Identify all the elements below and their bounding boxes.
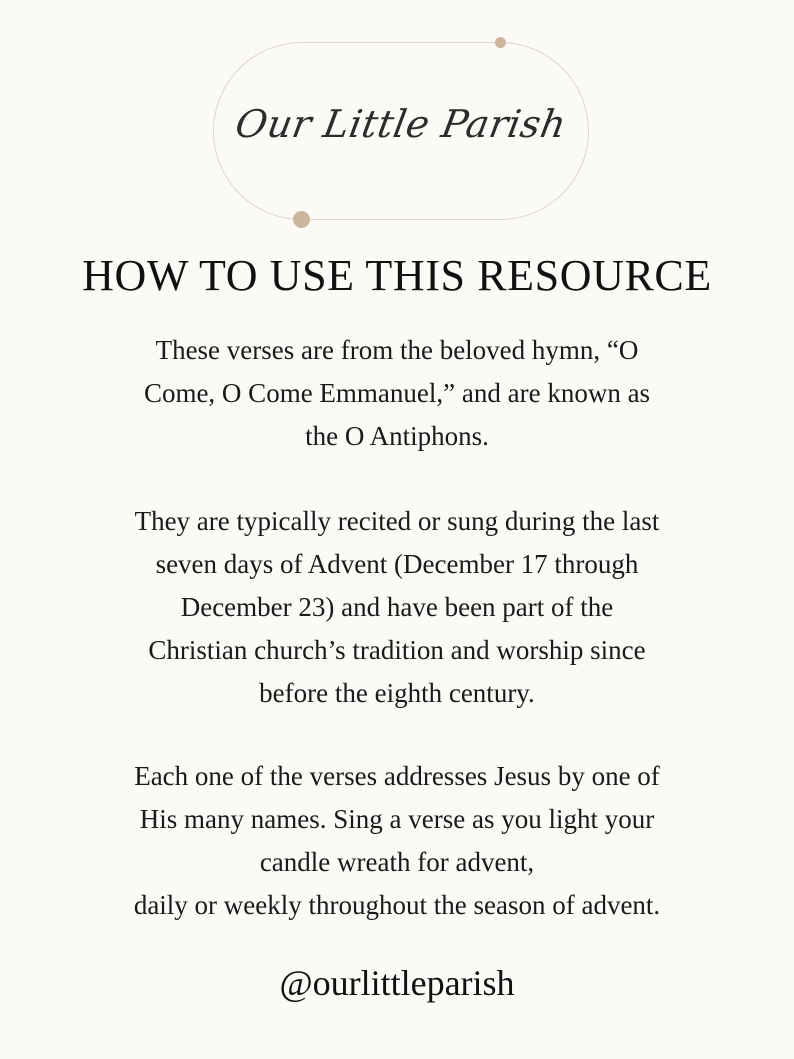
paragraph-intro bbox=[80, 329, 714, 458]
logo-dot-bottom bbox=[293, 211, 310, 228]
paragraph-line: Come, O Come Emmanuel,” and are known as bbox=[143, 378, 651, 408]
paragraph-line: the O Antiphons. bbox=[305, 421, 489, 451]
paragraph-history bbox=[80, 500, 714, 715]
logo bbox=[213, 42, 589, 220]
paragraph-line: Christian church’s tradition and worship since bbox=[148, 635, 646, 665]
page-title: HOW TO USE THIS RESOURCE bbox=[82, 251, 712, 300]
paragraph-line: candle wreath for advent, bbox=[259, 847, 535, 877]
paragraph-line: December 23) and have been part of the bbox=[180, 592, 614, 622]
paragraph-usage bbox=[80, 755, 714, 927]
paragraph-line: Each one of the verses addresses Jesus by one of bbox=[134, 761, 660, 791]
paragraph-line: seven days of Advent (December 17 through bbox=[155, 549, 639, 579]
paragraph-line: They are typically recited or sung during the last bbox=[134, 506, 660, 536]
logo-text: Our Little Parish bbox=[232, 102, 570, 146]
paragraph-line: daily or weekly throughout the season of advent. bbox=[133, 890, 661, 920]
paragraph-line: His many names. Sing a verse as you light your bbox=[139, 804, 655, 834]
paragraph-line: before the eighth century. bbox=[259, 678, 535, 708]
paragraph-line: These verses are from the beloved hymn, “O bbox=[155, 335, 639, 365]
logo-dot-top bbox=[495, 37, 506, 48]
social-handle: @ourlittleparish bbox=[279, 963, 515, 1003]
